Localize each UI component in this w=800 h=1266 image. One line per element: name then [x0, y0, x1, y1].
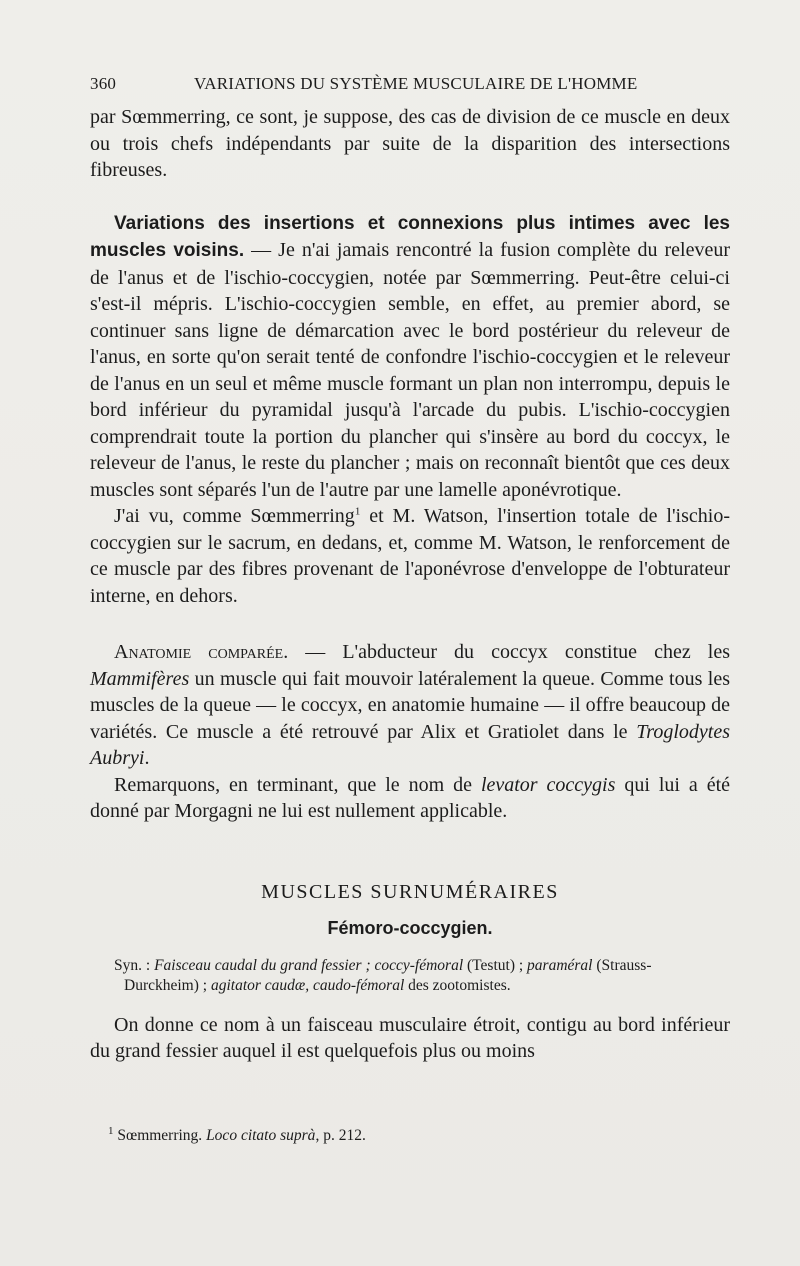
- paragraph-watson: [90, 503, 730, 609]
- small-caps-heading: Anatomie comparée.: [114, 641, 289, 663]
- italic-term: levator coccygis: [480, 773, 616, 796]
- footnote: [108, 1124, 366, 1145]
- text-run: J'ai vu, comme Sœmmerring: [114, 505, 355, 527]
- paragraph-continuation: par Sœmmerring, ce sont, je suppose, des cas de division de ce muscle en deux ou trois chefs indépendants par suite de la disparition des intersections fibreuses.: [90, 106, 730, 181]
- italic-term: Loco citato suprà: [206, 1127, 316, 1144]
- text-run: Durckheim) ;: [124, 976, 211, 994]
- page-number: 360: [90, 74, 117, 93]
- italic-term: Mammifères: [90, 667, 190, 690]
- text-run: Sœmmerring.: [113, 1127, 207, 1144]
- text-run: (Strauss-: [592, 956, 652, 974]
- paragraph-remarquons: [90, 772, 730, 825]
- text-run: — L'abducteur du coccyx constitue chez les: [288, 641, 730, 663]
- italic-term: agitator caudæ, caudo-fémoral: [210, 976, 405, 994]
- italic-term: Troglodytes Aubryi: [90, 720, 730, 769]
- text-run: des zootomistes.: [404, 976, 511, 994]
- running-title: VARIATIONS DU SYSTÈME MUSCULAIRE DE L'HOMME: [194, 74, 638, 93]
- text-run: un muscle qui fait mouvoir latéralement la queue. Comme tous les muscles de la queue — le coccyx, en anatomie humaine — il offre beaucoup de variétés. Ce muscle a été retrouvé par Alix et Gratiolet dans le: [90, 667, 730, 743]
- text-run: Remarquons, en terminant, que le nom de: [114, 773, 481, 796]
- text-run: , p. 212.: [315, 1127, 366, 1144]
- footnote-number: 1: [108, 1124, 114, 1137]
- paragraph-definition: On donne ce nom à un faisceau musculaire étroit, contigu au bord inférieur du grand fessier auquel il est quelquefois plus ou moins: [90, 1013, 730, 1062]
- paragraph-lead: Variations des insertions et connexions plus intimes avec les muscles voisins.: [90, 212, 730, 261]
- synonyms: [90, 956, 730, 996]
- paragraph-anatomie-comparee: [90, 639, 730, 772]
- text-run: .: [144, 747, 150, 769]
- syn-label: Syn. :: [114, 956, 155, 974]
- italic-term: paraméral: [527, 956, 593, 974]
- body-text: [90, 104, 730, 1065]
- section-title: MUSCLES SURNUMÉRAIRES: [261, 880, 559, 903]
- text-run: (Testut) ;: [463, 956, 528, 974]
- paragraph-variations: [90, 210, 730, 504]
- sub-title: Fémoro-coccygien.: [327, 918, 493, 938]
- text-run: et M. Watson, l'insertion totale de l'ischio-coccygien sur le sacrum, en dedans, et, comme M. Watson, le renforcement de ce muscle par des fibres provenant de l'aponévrose d'enveloppe de l'obturateur interne, en dehors.: [90, 505, 730, 607]
- footnote-ref: 1: [354, 505, 361, 518]
- paragraph-text: — Je n'ai jamais rencontré la fusion complète du releveur de l'anus et de l'ischio-coccygien, notée par Sœmmerring. Peut-être celui-ci s'est-il mépris. L'ischio-coccygien semble, en effet, au premier abord, se continuer sans ligne de démarcation avec le bord postérieur du releveur de l'anus, en sorte qu'on serait tenté de confondre l'ischio-coccygien et le releveur de l'anus en un seul et même muscle formant un plan non interrompu, depuis le bord inférieur du pyramidal jusqu'à l'arcade du pubis. L'ischio-coccygien comprendrait toute la portion du plancher qui s'insère au bord du coccyx, le releveur de l'anus, le reste du plancher ; mais on reconnaît bientôt que ces deux muscles sont séparés l'un de l'autre par une lamelle aponévrotique.: [90, 239, 731, 501]
- text-run: qui lui a été donné par Morgagni ne lui est nullement applicable.: [90, 773, 731, 822]
- italic-term: Faisceau caudal du grand fessier ; coccy-fémoral: [154, 956, 464, 974]
